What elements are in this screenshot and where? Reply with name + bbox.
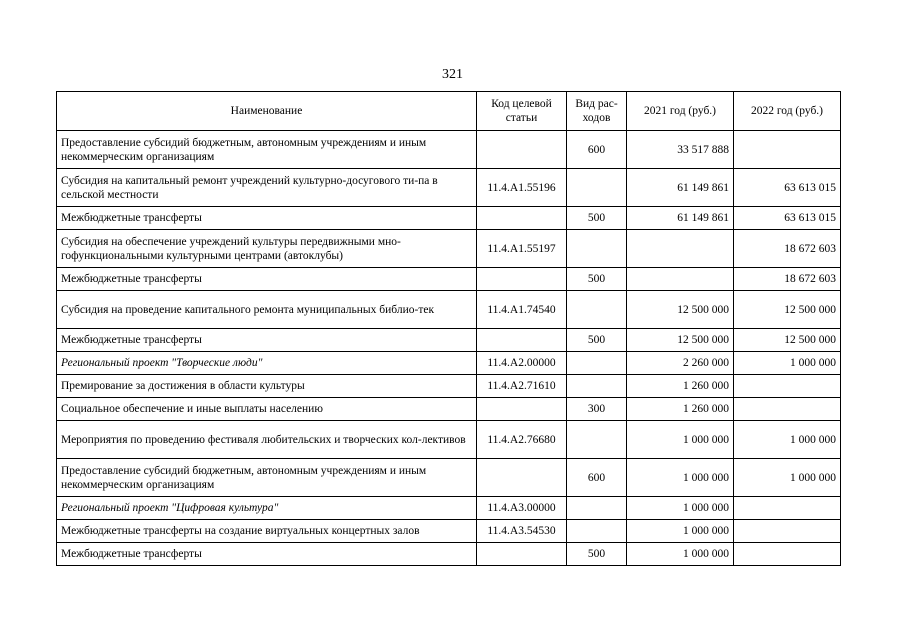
cell-name: Социальное обеспечение и иные выплаты населению [57,398,477,421]
cell-name: Субсидия на проведение капитального ремонта муниципальных библио-тек [57,291,477,329]
cell-name: Субсидия на капитальный ремонт учреждений культурно-досугового ти-па в сельской местности [57,169,477,207]
cell-2021: 12 500 000 [627,291,734,329]
cell-2022: 1 000 000 [734,352,841,375]
cell-name: Межбюджетные трансферты на создание виртуальных концертных залов [57,520,477,543]
table-row [57,268,841,291]
cell-2022 [734,520,841,543]
cell-type: 600 [567,459,627,497]
cell-code [477,543,567,566]
page-number: 321 [442,67,463,82]
cell-name: Межбюджетные трансферты [57,329,477,352]
header-type: Вид рас-ходов [567,92,627,131]
table-row [57,291,841,329]
cell-name: Мероприятия по проведению фестиваля любительских и творческих кол-лективов [57,421,477,459]
cell-code: 11.4.А2.00000 [477,352,567,375]
table-row [57,375,841,398]
cell-code: 11.4.А1.74540 [477,291,567,329]
cell-code [477,329,567,352]
cell-type [567,169,627,207]
cell-code: 11.4.А3.00000 [477,497,567,520]
cell-2021: 2 260 000 [627,352,734,375]
cell-code: 11.4.А2.71610 [477,375,567,398]
cell-2021: 1 000 000 [627,543,734,566]
cell-type: 500 [567,329,627,352]
table-row [57,352,841,375]
cell-2021: 1 000 000 [627,459,734,497]
cell-name: Межбюджетные трансферты [57,207,477,230]
cell-type [567,421,627,459]
cell-2022 [734,543,841,566]
cell-2022 [734,497,841,520]
cell-2022 [734,375,841,398]
cell-2021: 1 000 000 [627,497,734,520]
cell-type [567,352,627,375]
cell-code: 11.4.А1.55197 [477,230,567,268]
cell-2022: 18 672 603 [734,268,841,291]
table-row [57,459,841,497]
table-row [57,329,841,352]
cell-code: 11.4.А3.54530 [477,520,567,543]
cell-type [567,520,627,543]
cell-2021: 61 149 861 [627,207,734,230]
cell-2021: 12 500 000 [627,329,734,352]
cell-name: Межбюджетные трансферты [57,268,477,291]
table-row [57,421,841,459]
cell-2022: 12 500 000 [734,291,841,329]
cell-2022 [734,131,841,169]
cell-type: 500 [567,268,627,291]
cell-2021: 61 149 861 [627,169,734,207]
cell-code [477,131,567,169]
cell-type [567,375,627,398]
cell-type: 500 [567,207,627,230]
cell-name: Предоставление субсидий бюджетным, автономным учреждениям и иным некоммерческим организациям [57,131,477,169]
cell-2021 [627,268,734,291]
table-header-row [57,92,841,131]
table-row [57,207,841,230]
table-row [57,520,841,543]
cell-name: Предоставление субсидий бюджетным, автономным учреждениям и иным некоммерческим организациям [57,459,477,497]
table-row [57,497,841,520]
table-row [57,543,841,566]
cell-code [477,268,567,291]
table-row [57,398,841,421]
cell-2022: 1 000 000 [734,459,841,497]
cell-name: Субсидия на обеспечение учреждений культуры передвижными мно-гофункциональными культурными центрами (автоклубы) [57,230,477,268]
cell-type: 300 [567,398,627,421]
cell-2021: 1 000 000 [627,520,734,543]
cell-type: 600 [567,131,627,169]
table-row [57,131,841,169]
cell-2021: 1 260 000 [627,398,734,421]
cell-2022: 12 500 000 [734,329,841,352]
cell-code: 11.4.А2.76680 [477,421,567,459]
header-2022: 2022 год (руб.) [734,92,841,131]
cell-2022: 1 000 000 [734,421,841,459]
cell-code: 11.4.А1.55196 [477,169,567,207]
cell-2022: 18 672 603 [734,230,841,268]
cell-code [477,398,567,421]
cell-code [477,459,567,497]
cell-2021: 1 260 000 [627,375,734,398]
cell-2021: 33 517 888 [627,131,734,169]
budget-table [56,91,841,566]
header-2021: 2021 год (руб.) [627,92,734,131]
cell-type: 500 [567,543,627,566]
cell-code [477,207,567,230]
cell-type [567,230,627,268]
cell-name: Региональный проект "Цифровая культура" [57,497,477,520]
header-name: Наименование [57,92,477,131]
cell-type [567,291,627,329]
cell-2022: 63 613 015 [734,207,841,230]
cell-2022: 63 613 015 [734,169,841,207]
header-code: Код целевой статьи [477,92,567,131]
table-row [57,230,841,268]
cell-2021: 1 000 000 [627,421,734,459]
cell-2021 [627,230,734,268]
cell-type [567,497,627,520]
table-row [57,169,841,207]
cell-2022 [734,398,841,421]
cell-name: Премирование за достижения в области культуры [57,375,477,398]
cell-name: Межбюджетные трансферты [57,543,477,566]
cell-name: Региональный проект "Творческие люди" [57,352,477,375]
